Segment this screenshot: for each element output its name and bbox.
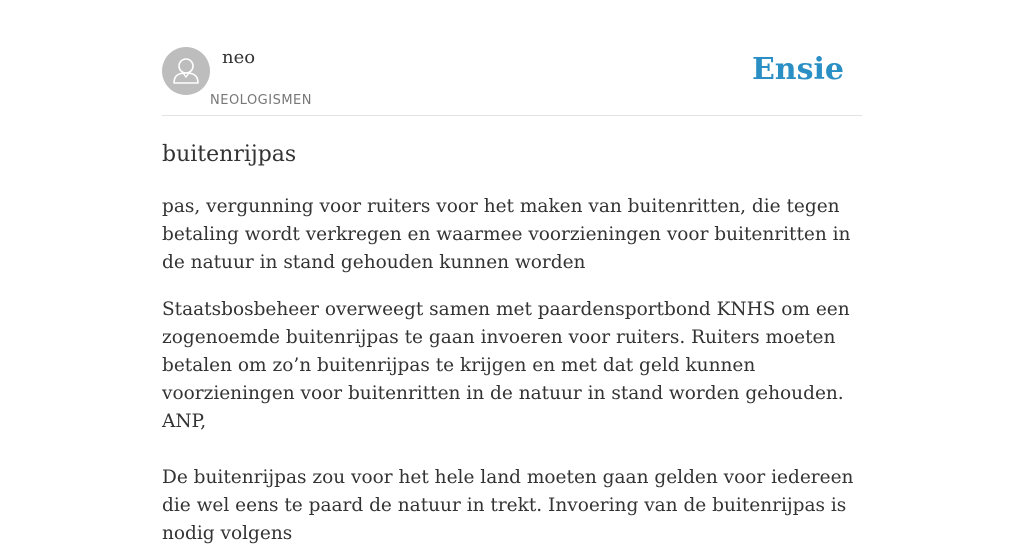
entry-definition: pas, vergunning voor ruiters voor het maken van buitenritten, die tegen betaling wordt verkregen en waarmee voorzieningen voor buitenritten in de natuur in stand gehouden kunnen worden bbox=[162, 196, 851, 273]
entry-title: buitenrijpas bbox=[162, 142, 297, 167]
entry-example bbox=[162, 296, 862, 548]
example-source: ANP, bbox=[162, 411, 207, 432]
paragraph-gap bbox=[162, 436, 862, 464]
page bbox=[162, 0, 862, 548]
entry-header bbox=[162, 0, 862, 116]
author-name[interactable]: neo bbox=[222, 47, 256, 68]
author-avatar[interactable] bbox=[162, 47, 210, 95]
brand-logo[interactable]: Ensie bbox=[751, 52, 844, 87]
user-placeholder-icon bbox=[162, 47, 210, 95]
example-paragraph: De buitenrijpas zou voor het hele land moeten gaan gelden voor iedereen die wel eens te paard de natuur in trekt. Invoering van de buitenrijpas is nodig volgens bbox=[162, 467, 854, 544]
collection-name[interactable]: NEOLOGISMEN bbox=[210, 93, 312, 108]
example-paragraph: Staatsbosbeheer overweegt samen met paardensportbond KNHS om een zogenoemde buitenrijpas te gaan invoeren voor ruiters. Ruiters moeten betalen om zo’n buitenrijpas te krijgen en met dat geld kunnen voorzieningen voor buitenritten in de natuur in stand worden gehouden. bbox=[162, 299, 850, 404]
